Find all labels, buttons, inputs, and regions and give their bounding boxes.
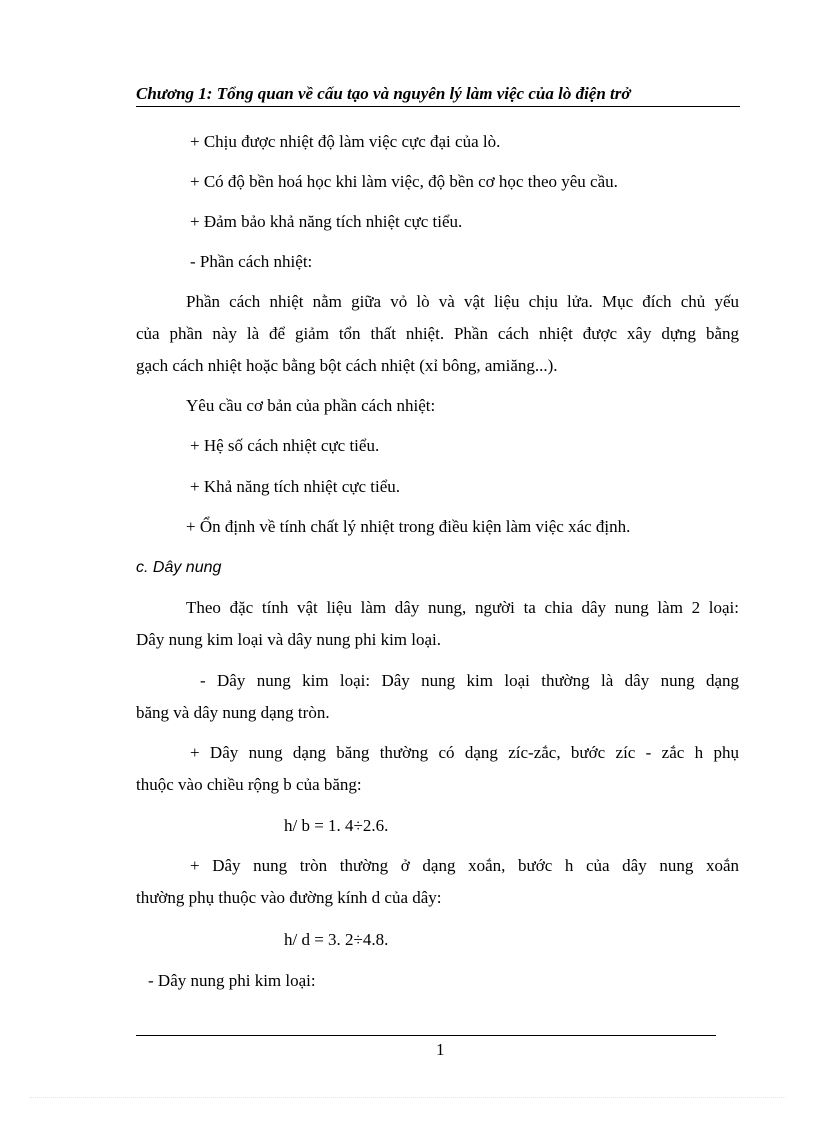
paragraph-line: Yêu cầu cơ bản của phần cách nhiệt:	[186, 396, 436, 415]
bullet-line: + Có độ bền hoá học khi làm việc, độ bền cơ học theo yêu cầu.	[190, 172, 618, 191]
formula-line: h/ d = 3. 2÷4.8.	[284, 930, 389, 949]
paragraph-line: + Dây nung dạng băng thường có dạng zíc-zắc, bước zíc - zắc h phụ	[190, 743, 739, 762]
paragraph-line: thuộc vào chiều rộng b của băng:	[136, 775, 362, 794]
sub-heading-line: - Dây nung phi kim loại:	[148, 971, 316, 990]
paragraph-line: Dây nung kim loại và dây nung phi kim loại.	[136, 630, 442, 649]
bullet-line: + Hệ số cách nhiệt cực tiểu.	[190, 436, 380, 455]
header-divider	[136, 106, 740, 107]
page-header-title: Chương 1: Tổng quan về cấu tạo và nguyên lý làm việc của lò điện trở	[136, 84, 631, 103]
bullet-line: + Chịu được nhiệt độ làm việc cực đại của lò.	[190, 132, 501, 151]
formula-line: h/ b = 1. 4÷2.6.	[284, 816, 389, 835]
paragraph-line: băng và dây nung dạng tròn.	[136, 703, 330, 722]
paragraph-line: của phần này là để giảm tổn thất nhiệt. Phần cách nhiệt được xây dựng bằng	[136, 324, 739, 343]
paragraph-line: + Dây nung tròn thường ở dạng xoắn, bước h của dây nung xoắn	[190, 856, 739, 875]
bullet-line: + Ổn định về tính chất lý nhiệt trong điều kiện làm việc xác định.	[186, 517, 631, 536]
page-number: 1	[436, 1040, 445, 1059]
bullet-line: + Khả năng tích nhiệt cực tiểu.	[190, 477, 400, 496]
paragraph-line: Phần cách nhiệt nằm giữa vỏ lò và vật liệu chịu lửa. Mục đích chủ yếu	[186, 292, 739, 311]
paragraph-line: gạch cách nhiệt hoặc bằng bột cách nhiệt (xỉ bông, amiăng...).	[136, 356, 558, 375]
section-heading: c. Dây nung	[136, 559, 222, 576]
footer-divider	[136, 1035, 716, 1036]
page-bottom-edge	[30, 1097, 786, 1098]
bullet-line: + Đảm bảo khả năng tích nhiệt cực tiểu.	[190, 212, 463, 231]
paragraph-line: thường phụ thuộc vào đường kính d của dây:	[136, 888, 442, 907]
paragraph-line: Theo đặc tính vật liệu làm dây nung, người ta chia dây nung làm 2 loại:	[186, 598, 739, 617]
sub-heading-line: - Phần cách nhiệt:	[190, 252, 313, 271]
paragraph-line: - Dây nung kim loại: Dây nung kim loại thường là dây nung dạng	[200, 671, 739, 690]
